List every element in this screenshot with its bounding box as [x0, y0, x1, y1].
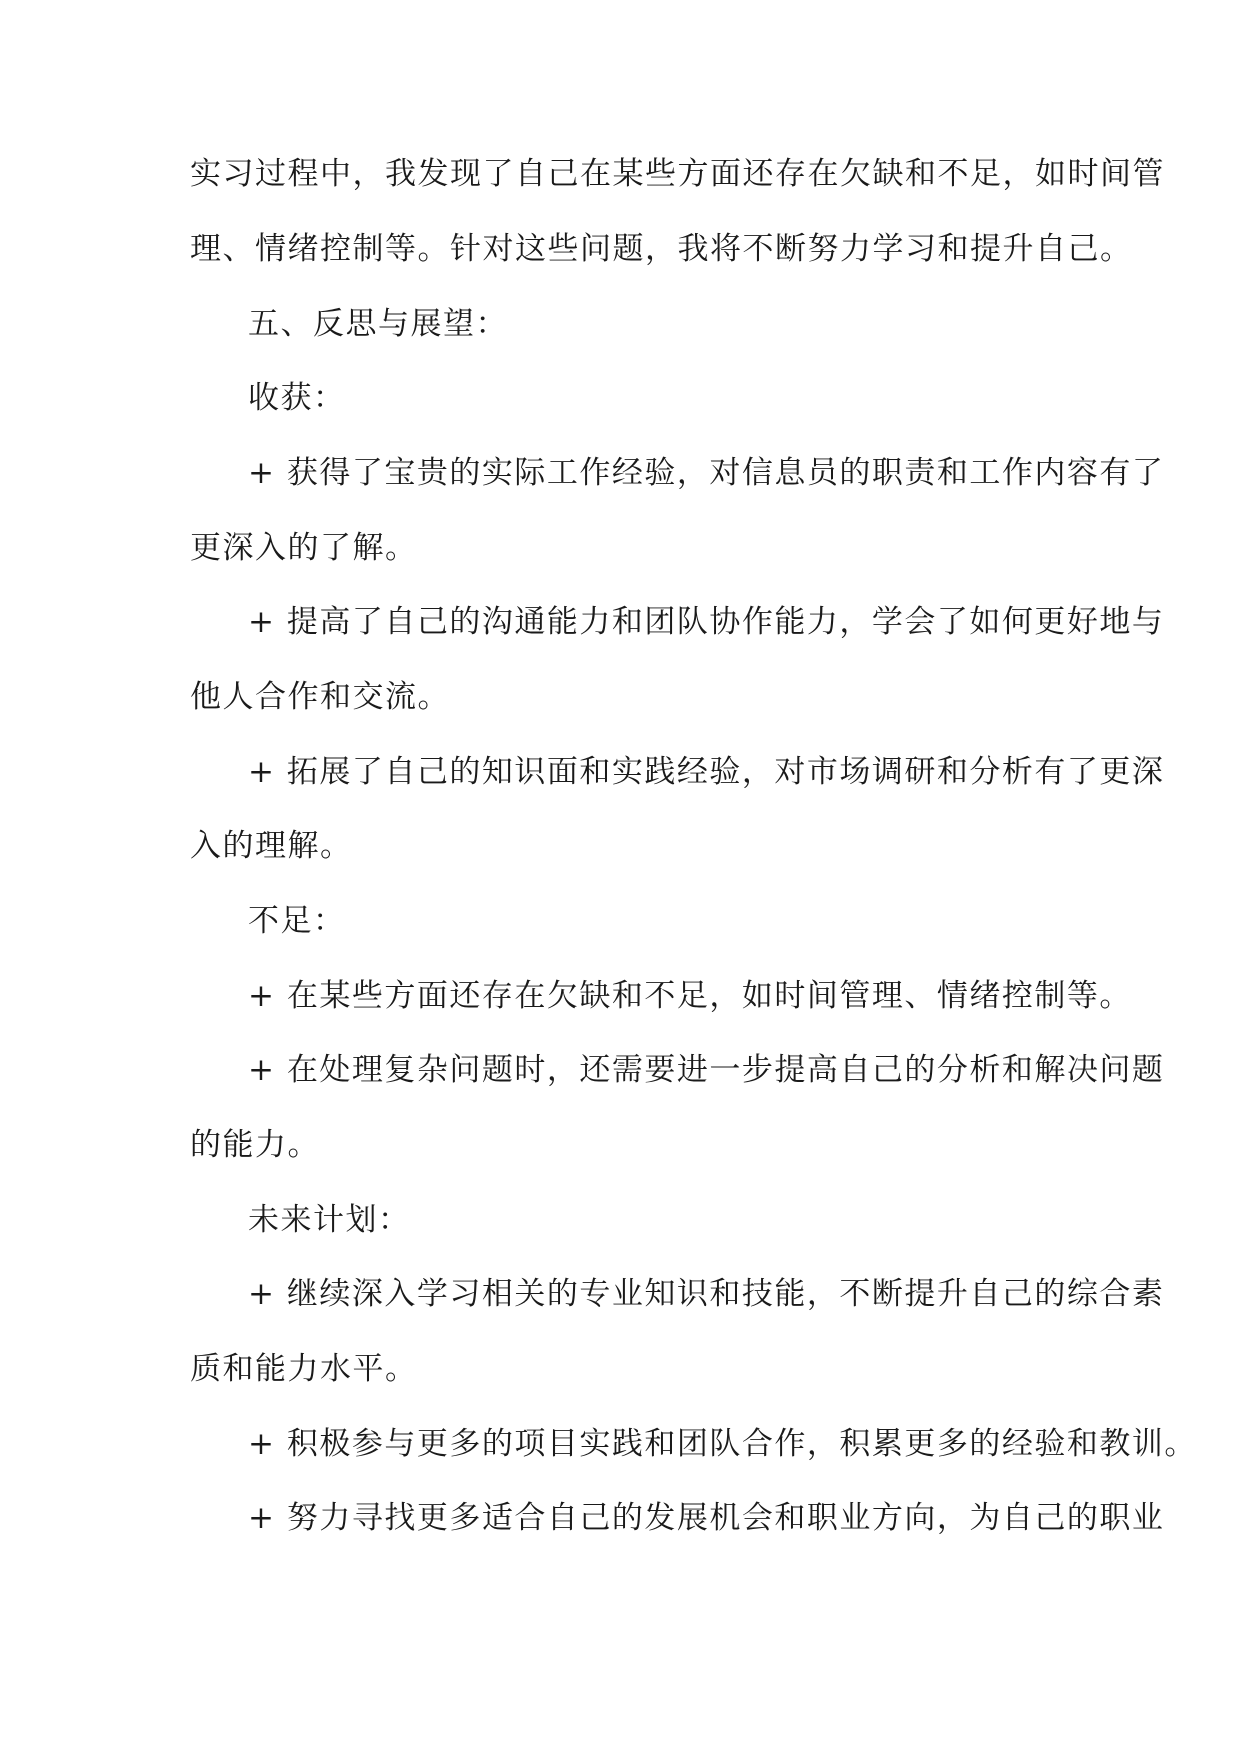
list-item-continuation: 他人合作和交流。 — [190, 679, 450, 715]
list-item: + 努力寻找更多适合自己的发展机会和职业方向，为自己的职业 — [248, 1500, 1165, 1536]
section-heading: 五、反思与展望： — [248, 306, 508, 342]
paragraph-line: 实习过程中，我发现了自己在某些方面还存在欠缺和不足，如时间管 — [190, 156, 1165, 192]
subheading-future-plans: 未来计划： — [248, 1202, 411, 1238]
list-item: + 在某些方面还存在欠缺和不足，如时间管理、情绪控制等。 — [248, 978, 1132, 1014]
list-item: + 在处理复杂问题时，还需要进一步提高自己的分析和解决问题 — [248, 1052, 1165, 1088]
list-item-continuation: 更深入的了解。 — [190, 530, 418, 566]
list-item: + 获得了宝贵的实际工作经验，对信息员的职责和工作内容有了 — [248, 455, 1165, 491]
list-item: + 提高了自己的沟通能力和团队协作能力，学会了如何更好地与 — [248, 604, 1165, 640]
list-item-continuation: 的能力。 — [190, 1127, 320, 1163]
list-item: + 积极参与更多的项目实践和团队合作，积累更多的经验和教训。 — [248, 1426, 1197, 1462]
subheading-shortcomings: 不足： — [248, 903, 346, 939]
list-item: + 拓展了自己的知识面和实践经验，对市场调研和分析有了更深 — [248, 754, 1165, 790]
paragraph-line: 理、情绪控制等。针对这些问题，我将不断努力学习和提升自己。 — [190, 231, 1133, 267]
list-item-continuation: 入的理解。 — [190, 828, 353, 864]
subheading-gains: 收获： — [248, 380, 346, 416]
list-item: + 继续深入学习相关的专业知识和技能，不断提升自己的综合素 — [248, 1276, 1165, 1312]
list-item-continuation: 质和能力水平。 — [190, 1351, 418, 1387]
